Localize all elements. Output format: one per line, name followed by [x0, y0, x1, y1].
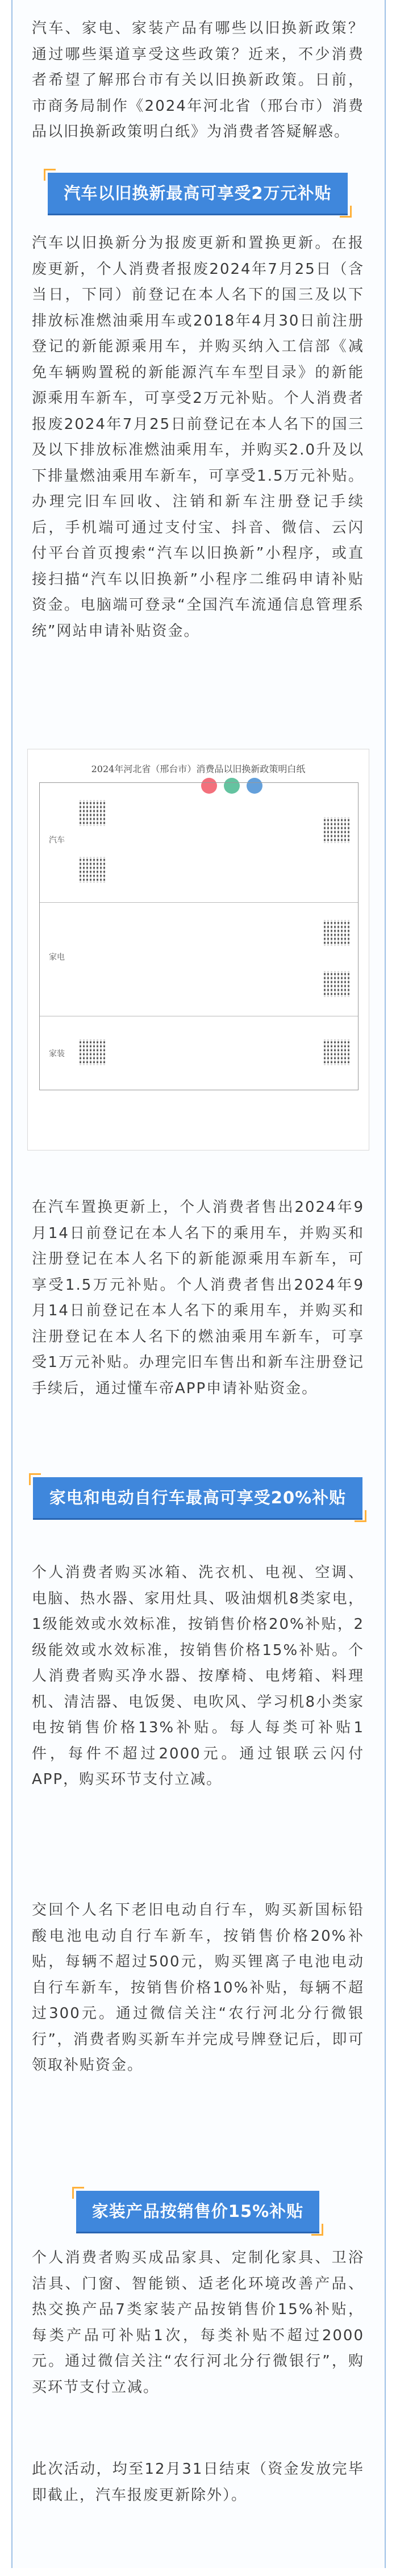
- policy-table-title: 2024年河北省（邢台市）消费品以旧换新政策明白纸: [91, 764, 306, 774]
- car-paragraph-2: 在汽车置换更新上，个人消费者售出2024年9月14日前登记在本人名下的乘用车，并购买和注册登记在本人名下的新能源乘用车新车，可享受1.5万元补贴。个人消费者售出2024年9月14日前登记在本人名下的乘用车，并购买和注册登记在本人名下的燃油乘用车新车，可享受1万元补贴。办理完旧车售出和新车注册登记手续后，通过懂车帝APP申请补贴资金。: [32, 1199, 364, 1397]
- section-2-heading-wrap: [33, 1477, 362, 1518]
- home-paragraph: 个人消费者购买成品家具、定制化家具、卫浴洁具、门窗、智能锁、适老化环境改善产品、热交换产品7类家装产品按销售价15%补贴，每类产品可补贴1次，每类补贴不超过2000元。通过微信关注“农行河北分行微银行”，购买环节支付立减。: [32, 2249, 364, 2396]
- section-heading-home: [76, 2191, 319, 2232]
- qr-code-icon: [324, 1039, 350, 1065]
- section-heading-appliance-text: 家电和电动自行车最高可享受20%补贴: [49, 1488, 347, 1507]
- qr-code-icon: [80, 800, 106, 826]
- table-category-cell: 汽车: [49, 836, 65, 845]
- appliance-paragraph-1: 个人消费者购买冰箱、洗衣机、电视、空调、电脑、热水器、家用灶具、吸油烟机8类家电，1级能效或水效标准，按销售价格20%补贴，2级能效或水效标准，按销售价格15%补贴。个人消费者购买净水器、按摩椅、电烤箱、料理机、清洁器、电饭煲、电吹风、学习机8小类家电按销售价格13%补贴。每人每类可补贴1件，每件不超过2000元。通过银联云闪付APP，购买环节支付立减。: [32, 1564, 364, 1788]
- ebike-paragraph: 交回个人名下老旧电动自行车，购买新国标铅酸电池电动自行车新车，按销售价格20%补贴，每辆不超过500元，购买锂离子电池电动自行车新车，按销售价格10%补贴，每辆不超过300元。通过微信关注“农行河北分行微银行”，消费者购买新车并完成号牌登记后，即可领取补贴资金。: [32, 1902, 364, 2074]
- table-category-cell: 家装: [49, 1049, 65, 1058]
- table-category-cell: 家电: [49, 953, 65, 962]
- heading-corner-decoration: [311, 2224, 323, 2236]
- heading-corner-decoration: [340, 206, 352, 218]
- section-heading-home-text: 家装产品按销售价15%补贴: [91, 2202, 304, 2221]
- policy-table-image: [27, 749, 369, 1151]
- heading-corner-decoration: [44, 169, 56, 181]
- deadline-paragraph: 此次活动，均至12月31日结束（资金发放完毕即截止，汽车报废更新除外）。: [32, 2461, 364, 2504]
- qr-code-icon: [324, 920, 350, 946]
- qr-code-icon: [324, 817, 350, 843]
- car-paragraph-1: 汽车以旧换新分为报废更新和置换更新。在报废更新，个人消费者报废2024年7月25日（含当日，下同）前登记在本人名下的国三及以下排放标准燃油乘用车或2018年4月30日前注册登记的新能源乘用车，并购买纳入工信部《减免车辆购置税的新能源汽车车型目录》的新能源乘用车新车，可享受2万元补贴。个人消费者报废2024年7月25日前登记在本人名下的国三及以下排放标准燃油乘用车，并购买2.0升及以下排量燃油乘用车新车，可享受1.5万元补贴。办理完旧车回收、注销和新车注册登记手续后，手机端可通过支付宝、抖音、微信、云闪付平台首页搜索“汽车以旧换新”小程序，或直接扫描“汽车以旧换新”小程序二维码申请补贴资金。电脑端可登录“全国汽车流通信息管理系统”网站申请补贴资金。: [32, 235, 364, 640]
- section-heading-car-text: 汽车以旧换新最高可享受2万元补贴: [64, 184, 332, 203]
- qr-code-icon: [324, 971, 350, 997]
- section-3-heading-wrap: [33, 2191, 362, 2232]
- section-1-heading-wrap: [33, 173, 362, 214]
- intro-paragraph: 汽车、家电、家装产品有哪些以旧换新政策？通过哪些渠道享受这些政策？近来，不少消费者希望了解邢台市有关以旧换新政策。日前，市商务局制作《2024年河北省（邢台市）消费品以旧换新政策明白纸》为消费者答疑解惑。: [32, 20, 364, 140]
- heading-corner-decoration: [72, 2187, 84, 2199]
- heading-corner-decoration: [355, 1510, 366, 1522]
- table-row: [40, 783, 358, 902]
- qr-code-icon: [80, 857, 106, 883]
- table-row: [40, 1016, 358, 1090]
- table-row: [40, 902, 358, 1016]
- qr-code-icon: [80, 1039, 106, 1065]
- section-heading-car: [48, 173, 347, 214]
- heading-corner-decoration: [29, 1473, 41, 1485]
- policy-table-grid: [39, 782, 359, 1090]
- section-heading-appliance: [33, 1477, 362, 1518]
